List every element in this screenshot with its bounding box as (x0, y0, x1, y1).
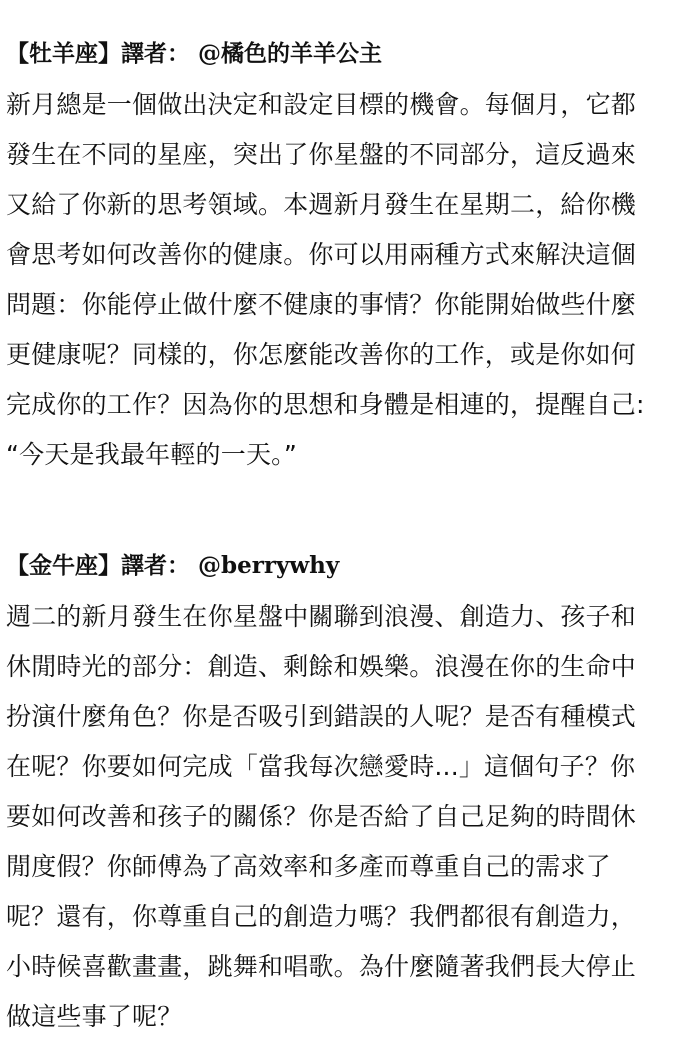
sign-label: 【牡羊座】 (6, 41, 121, 67)
paragraph-line: 要如何改善和孩子的關係？你是否給了自己足夠的時間休 (6, 802, 637, 831)
paragraph-line: 又給了你新的思考領域。本週新月發生在星期二，給你機 (6, 190, 637, 219)
paragraph-line: “今天是我最年輕的一天。” (6, 440, 298, 469)
aries-paragraph (6, 80, 690, 480)
translator-name: @berrywhy (198, 552, 340, 579)
paragraph-line: 更健康呢？同樣的，你怎麼能改善你的工作，或是你如何 (6, 340, 637, 369)
translator-name: @橘色的羊羊公主 (198, 40, 383, 67)
taurus-heading (6, 546, 690, 586)
paragraph-line: 發生在不同的星座，突出了你星盤的不同部分，這反過來 (6, 140, 637, 169)
paragraph-line: 週二的新月發生在你星盤中關聯到浪漫、創造力、孩子和 (6, 602, 637, 631)
sign-label: 【金牛座】 (6, 553, 121, 579)
paragraph-line: 新月總是一個做出決定和設定目標的機會。每個月，它都 (6, 90, 637, 119)
taurus-section (6, 546, 690, 1042)
paragraph-line: 完成你的工作？因為你的思想和身體是相連的，提醒自己: (6, 390, 645, 419)
translator-label: 譯者： (121, 41, 190, 67)
paragraph-line: 問題：你能停止做什麼不健康的事情？你能開始做些什麼 (6, 290, 637, 319)
translator-label: 譯者： (121, 553, 190, 579)
paragraph-line: 閒度假？你師傅為了高效率和多產而尊重自己的需求了 (6, 852, 611, 881)
paragraph-line: 休閒時光的部分：創造、剩餘和娛樂。浪漫在你的生命中 (6, 652, 637, 681)
paragraph-line: 在呢？你要如何完成「當我每次戀愛時...」這個句子？你 (6, 752, 636, 781)
paragraph-line: 小時候喜歡畫畫，跳舞和唱歌。為什麼隨著我們長大停止 (6, 952, 637, 981)
taurus-paragraph (6, 592, 690, 1042)
paragraph-line: 扮演什麼角色？你是否吸引到錯誤的人呢？是否有種模式 (6, 702, 637, 731)
aries-heading (6, 34, 690, 74)
aries-section (6, 34, 690, 480)
paragraph-line: 做這些事了呢？ (6, 1002, 183, 1031)
paragraph-line: 會思考如何改善你的健康。你可以用兩種方式來解決這個 (6, 240, 637, 269)
paragraph-line: 呢？還有，你尊重自己的創造力嗎？我們都很有創造力， (6, 902, 637, 931)
